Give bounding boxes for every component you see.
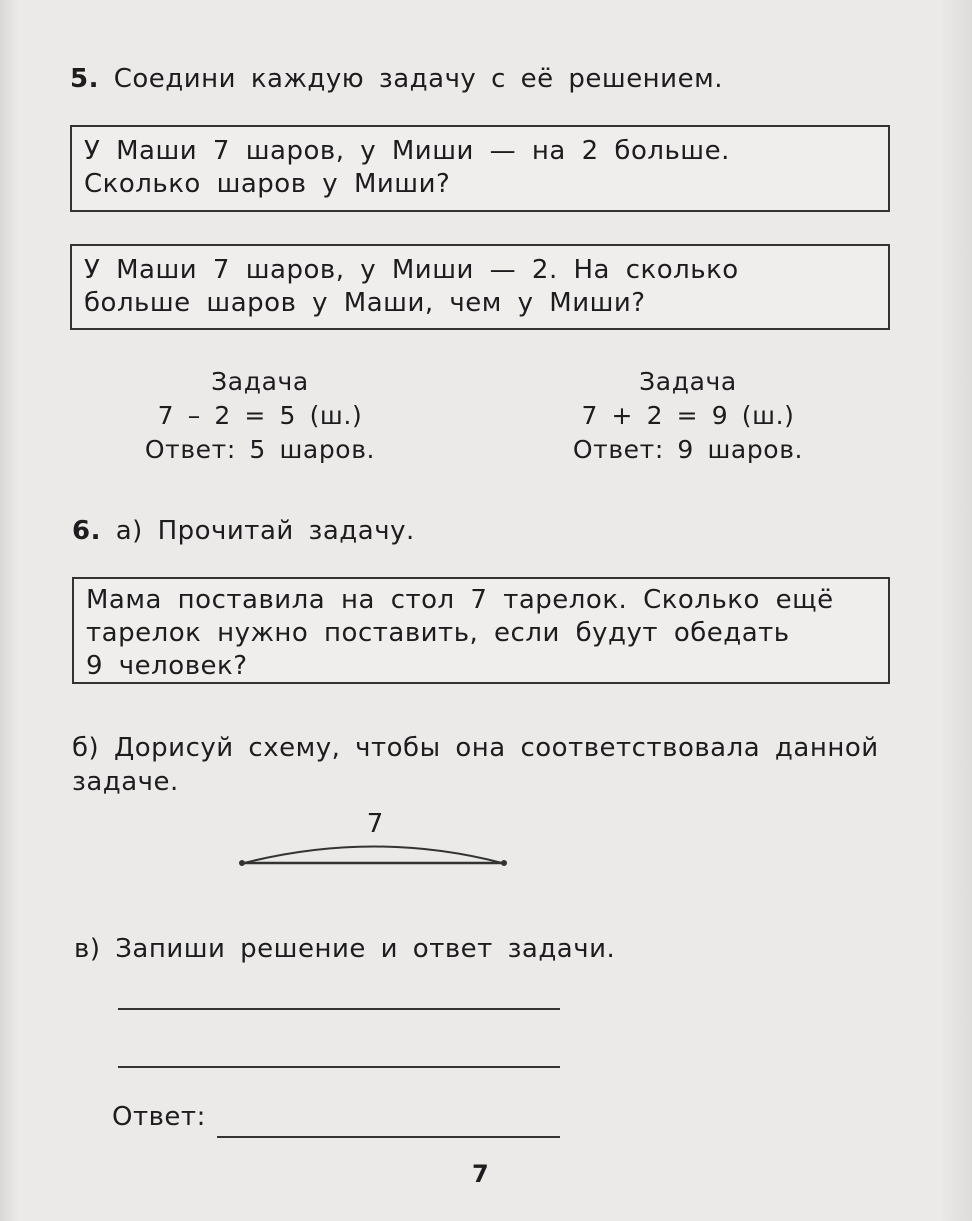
solution-line-1[interactable] [118,1008,560,1010]
solution-right-title: Задача [639,367,737,396]
task6-problem-line2: тарелок нужно поставить, если будут обедать [86,618,790,648]
task5-solution-left[interactable] [120,365,400,467]
task6-part-b [72,731,879,799]
scheme-diagram[interactable] [230,800,520,880]
task5-instruction: Соедини каждую задачу с её решением. [113,64,723,94]
solution-line-2[interactable] [118,1066,560,1068]
task6-part-c: в) Запиши решение и ответ задачи. [74,934,616,964]
task6-part-a: а) Прочитай задачу. [115,516,415,546]
scheme-label: 7 [366,809,384,839]
page-number: 7 [472,1160,489,1188]
solution-left-equation: 7 – 2 = 5 (ш.) [157,401,363,430]
task5-problem2-line1: У Маши 7 шаров, у Миши — 2. На сколько [84,255,739,285]
answer-label: Ответ: [112,1102,206,1132]
task6-problem-line3: 9 человек? [86,651,248,681]
task5-heading [70,62,723,96]
task6-heading [72,514,415,548]
scheme-start-point [239,860,245,866]
task6-problem-box [72,577,890,684]
task5-problem2-line2: больше шаров у Маши, чем у Миши? [84,288,646,318]
solution-right-answer: Ответ: 9 шаров. [572,435,804,464]
scheme-end-point [501,860,507,866]
solution-left-title: Задача [211,367,309,396]
task5-problem1-box[interactable] [70,125,890,212]
task5-number: 5. [70,64,99,94]
task5-problem2-box[interactable] [70,244,890,330]
scheme-arc [244,847,502,864]
answer-line[interactable] [217,1136,560,1138]
task6-part-b-line2: задаче. [72,767,179,797]
task5-problem1-line2: Сколько шаров у Миши? [84,169,451,199]
task6-part-b-line1: б) Дорисуй схему, чтобы она соответствовала данной [72,733,879,763]
solution-left-answer: Ответ: 5 шаров. [144,435,376,464]
solution-right-equation: 7 + 2 = 9 (ш.) [581,401,795,430]
task5-problem1-line1: У Маши 7 шаров, у Миши — на 2 больше. [84,136,730,166]
task5-solution-right[interactable] [548,365,828,467]
task6-number: 6. [72,516,101,546]
task6-problem-line1: Мама поставила на стол 7 тарелок. Сколько ещё [86,585,834,615]
